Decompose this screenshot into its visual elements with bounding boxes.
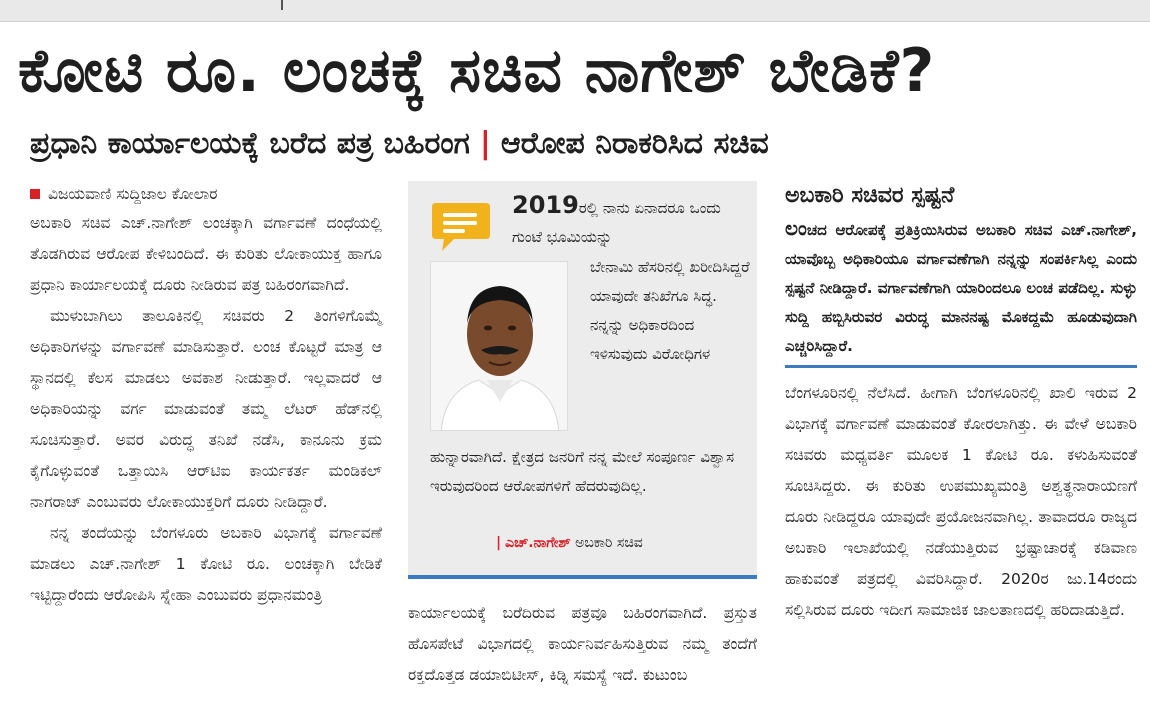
subheadline: [30, 118, 1140, 170]
subhead-right: ಆರೋಪ ನಿರಾಕರಿಸಿದ ಸಚಿವ: [500, 126, 769, 161]
pull-quote-box: [408, 181, 757, 579]
speech-bubble-icon: [430, 201, 492, 253]
sidebar-body: [785, 214, 1137, 361]
paragraph: ಮುಳುಬಾಗಿಲು ತಾಲೂಕಿನಲ್ಲಿ ಸಚಿವರು 2 ತಿಂಗಳಿಗೊಮ್ಮೆ ಅಧಿಕಾರಿಗಳನ್ನು ವರ್ಗಾವಣೆ ಮಾಡಿಸುತ್ತಾರೆ. ಲಂಚ ಕೊಟ್ಟರೆ ಮಾತ್ರ ಆ ಸ್ಥಾನದಲ್ಲಿ ಕೆಲಸ ಮಾಡಲು ಅವಕಾಶ ನೀಡುತ್ತಾರೆ. ಇಲ್ಲವಾದರೆ ಆ ಅಧಿಕಾರಿಯನ್ನು ವರ್ಗ ಮಾಡುವಂತೆ ತಮ್ಮ ಲೆಟರ್ ಹೆಡ್‌ನಲ್ಲಿ ಸೂಚಿಸುತ್ತಾರೆ. ಅವರ ವಿರುದ್ಧ ತನಿಖೆ ನಡೆಸಿ, ಕಾನೂನು ಕ್ರಮ ಕೈಗೊಳ್ಳುವಂತೆ ಒತ್ತಾಯಿಸಿ ಆರ್‌ಟಿಐ ಕಾರ್ಯಕರ್ತ ಮಂಡಿಕಲ್ ನಾಗರಾಜ್ ಎಂಬುವರು ಲೋಕಾಯುಕ್ತರಿಗೆ ದೂರು ನೀಡಿದ್ದಾರೆ.: [30, 307, 382, 511]
paragraph: ಕಾರ್ಯಾಲಯಕ್ಕೆ ಬರೆದಿರುವ ಪತ್ರವೂ ಬಹಿರಂಗವಾಗಿದೆ. ಪ್ರಸ್ತುತ ಹೊಸಪೇಟೆ ವಿಭಾಗದಲ್ಲಿ ಕಾರ್ಯನಿರ್ವಹಿಸುತ್ತಿರುವ ನಮ್ಮ ತಂದೆಗೆ ರಕ್ತದೊತ್ತಡ ಡಯಾಬಿಟೀಸ್, ಕಿಡ್ನಿ ಸಮಸ್ಯೆ ಇದೆ. ಕುಟುಂಬ: [408, 604, 757, 684]
quote-bottom-text: ಹುನ್ನಾರವಾಗಿದೆ. ಕ್ಷೇತ್ರದ ಜನರಿಗೆ ನನ್ನ ಮೇಲೆ ಸಂಪೂರ್ಣ ವಿಶ್ವಾಸ ಇರುವುದರಿಂದ ಆರೋಪಗಳಿಗೆ ಹೆದರುವುದಿಲ್ಲ.: [430, 448, 735, 495]
minister-photo: [430, 261, 568, 431]
top-strip: [0, 0, 1150, 22]
byline: [30, 180, 382, 208]
quote-year: 2019: [512, 191, 579, 219]
attribution-bar: |: [496, 535, 502, 551]
attribution-title: ಅಬಕಾರಿ ಸಚಿವ: [575, 535, 643, 551]
article-column-3: [785, 178, 1137, 626]
headline: ಕೋಟಿ ರೂ. ಲಂಚಕ್ಕೆ ಸಚಿವ ನಾಗೇಶ್ ಬೇಡಿಕೆ?: [18, 36, 936, 106]
paragraph: ಬೆಂಗಳೂರಿನಲ್ಲಿ ನೆಲೆಸಿದೆ. ಹೀಗಾಗಿ ಬೆಂಗಳೂರಿನಲ್ಲಿ ಖಾಲಿ ಇರುವ 2 ವಿಭಾಗಕ್ಕೆ ವರ್ಗಾವಣೆ ಮಾಡುವಂತೆ ಕೋರಲಾಗಿತ್ತು. ಈ ವೇಳೆ ಅಬಕಾರಿ ಸಚಿವರು ಮಧ್ಯವರ್ತಿ ಮೂಲಕ 1 ಕೋಟಿ ರೂ. ಕಳುಹಿಸುವಂತೆ ಸೂಚಿಸಿದ್ದರು. ಈ ಕುರಿತು ಉಪಮುಖ್ಯಮಂತ್ರಿ ಅಶ್ವತ್ಥನಾರಾಯಣಗೆ ದೂರು ನೀಡಿದ್ದರೂ ಯಾವುದೇ ಪ್ರಯೋಜನವಾಗಿಲ್ಲ. ತಾವಾದರೂ ರಾಜ್ಯದ ಅಬಕಾರಿ ಇಲಾಖೆಯಲ್ಲಿ ನಡೆಯುತ್ತಿರುವ ಭ್ರಷ್ಟಾಚಾರಕ್ಕೆ ಕಡಿವಾಣ ಹಾಕುವಂತೆ ಪತ್ರದಲ್ಲಿ ವಿವರಿಸಿದ್ದಾರೆ. 2020ರ ಜು.14ರಂದು ಸಲ್ಲಿಸಿರುವ ದೂರು ಇದೀಗ ಸಾಮಾಜಿಕ ಜಾಲತಾಣದಲ್ಲಿ ಹರಿದಾಡುತ್ತಿದೆ.: [785, 384, 1137, 619]
subhead-separator: |: [479, 126, 491, 161]
article-column-1: [30, 180, 382, 611]
paragraph: ನನ್ನ ತಂದೆಯನ್ನು ಬೆಂಗಳೂರು ಅಬಕಾರಿ ವಿಭಾಗಕ್ಕೆ ವರ್ಗಾವಣೆ ಮಾಡಲು ಎಚ್.ನಾಗೇಶ್ 1 ಕೋಟಿ ರೂ. ಲಂಚಕ್ಕಾಗಿ ಬೇಡಿಕೆ ಇಟ್ಟಿದ್ದಾರೆಂದು ಆರೋಪಿಸಿ ಸ್ನೇಹಾ ಎಂಬುವರು ಪ್ರಧಾನಮಂತ್ರಿ: [30, 524, 382, 604]
quote-attribution: [496, 531, 643, 555]
quote-intro-text: ರಲ್ಲಿ ನಾನು ಏನಾದರೂ ಒಂದು ಗುಂಟೆ ಭೂಮಿಯನ್ನು: [512, 199, 721, 246]
quote-intro: [512, 191, 750, 252]
divider: [281, 0, 283, 10]
sidebar-text: ಚದ ಆರೋಪಕ್ಕೆ ಪ್ರತಿಕ್ರಿಯಿಸಿರುವ ಅಬಕಾರಿ ಸಚಿವ ಎಚ್.ನಾಗೇಶ್, ಯಾವೊಬ್ಬ ಅಧಿಕಾರಿಯೂ ವರ್ಗಾವಣೆಗಾಗಿ ನನ್ನನ್ನು ಸಂಪರ್ಕಿಸಿಲ್ಲ ಎಂದು ಸ್ಪಷ್ಟನೆ ನೀಡಿದ್ದಾರೆ. ವರ್ಗಾವಣೆಗಾಗಿ ಯಾರಿಂದಲೂ ಲಂಚ ಪಡೆದಿಲ್ಲ. ಸುಳ್ಳು ಸುದ್ದಿ ಹಬ್ಬಿಸಿರುವರ ವಿರುದ್ಧ ಮಾನನಷ್ಟ ಮೊಕದ್ದಮೆ ಹೂಡುವುದಾಗಿ ಎಚ್ಚರಿಸಿದ್ದಾರೆ.: [785, 221, 1137, 355]
subhead-left: ಪ್ರಧಾನಿ ಕಾರ್ಯಾಲಯಕ್ಕೆ ಬರೆದ ಪತ್ರ ಬಹಿರಂಗ: [30, 126, 470, 161]
sidebar-title: ಅಬಕಾರಿ ಸಚಿವರ ಸ್ಪಷ್ಟನೆ: [785, 183, 955, 208]
paragraph: ಅಬಕಾರಿ ಸಚಿವ ಎಚ್.ನಾಗೇಶ್ ಲಂಚಕ್ಕಾಗಿ ವರ್ಗಾವಣೆ ದಂಧೆಯಲ್ಲಿ ತೊಡಗಿರುವ ಆರೋಪ ಕೇಳಿಬಂದಿದೆ. ಈ ಕುರಿತು ಲೋಕಾಯುಕ್ತ ಹಾಗೂ ಪ್ರಧಾನಿ ಕಾರ್ಯಾಲಯಕ್ಕೆ ದೂರು ನೀಡಿರುವ ಪತ್ರ ಬಹಿರಂಗವಾಗಿದೆ.: [30, 214, 382, 294]
portrait-illustration: [431, 262, 568, 431]
sidebar-rule: [785, 365, 1137, 368]
attribution-name: ಎಚ್.ನಾಗೇಶ್: [505, 535, 571, 551]
article-column-2: [408, 598, 757, 691]
byline-marker: [30, 189, 40, 199]
sidebar-dropcap: ಲಂ: [785, 216, 807, 240]
quote-right-text: ಬೇನಾಮಿ ಹೆಸರಿನಲ್ಲಿ ಖರೀದಿಸಿದ್ದರೆ ಯಾವುದೇ ತನಿಖೆಗೂ ಸಿದ್ಧ. ನನ್ನನ್ನು ಅಧಿಕಾರದಿಂದ ಇಳಿಸುವುದು ವಿರೋಧಿಗಳ: [590, 258, 750, 363]
byline-text: ವಿಜಯವಾಣಿ ಸುದ್ದಿಜಾಲ ಕೋಲಾರ: [48, 184, 218, 203]
